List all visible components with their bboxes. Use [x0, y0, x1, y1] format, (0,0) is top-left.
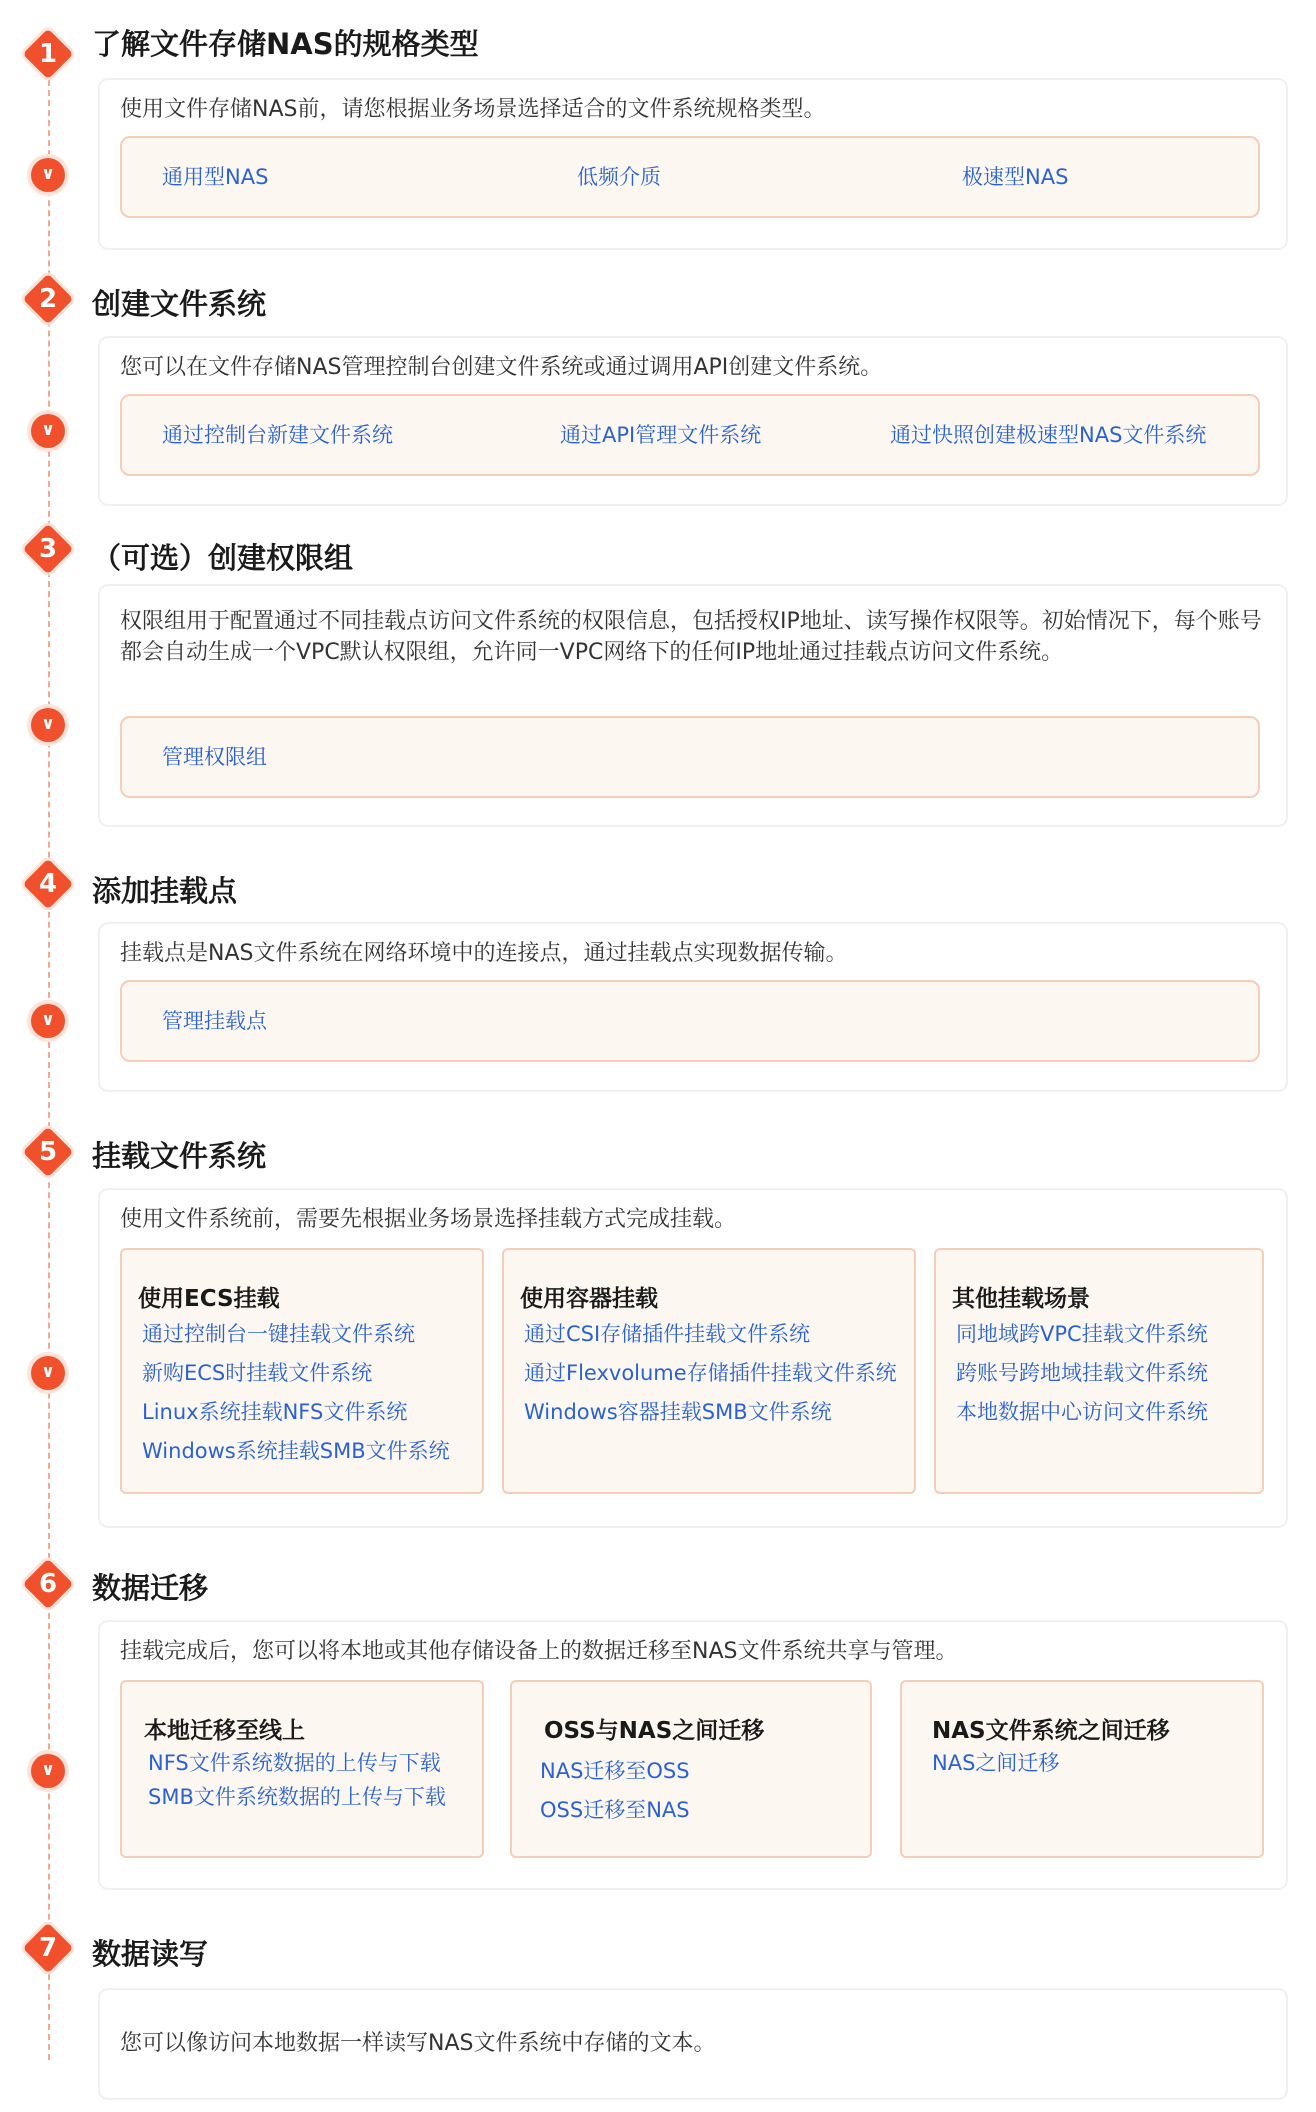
step-5-card: [98, 1188, 1288, 1528]
step-1-chevron-down-icon[interactable]: ∨: [31, 158, 65, 192]
step-2-card: [98, 336, 1288, 506]
link-cross-account-mount[interactable]: 跨账号跨地域挂载文件系统: [956, 1361, 1208, 1385]
step-6-chevron-down-icon[interactable]: ∨: [31, 1754, 65, 1788]
step-2-marker-icon: [26, 277, 70, 321]
mount-group-container-title: 使用容器挂载: [520, 1286, 658, 1312]
step-3-link-box: [120, 716, 1260, 798]
link-cross-vpc-mount[interactable]: 同地域跨VPC挂载文件系统: [956, 1322, 1208, 1346]
step-5-title: 挂载文件系统: [92, 1139, 267, 1173]
step-3-card: [98, 584, 1288, 827]
link-create-via-console[interactable]: 通过控制台新建文件系统: [162, 423, 393, 447]
mount-group-other: [934, 1248, 1264, 1494]
link-one-click-mount[interactable]: 通过控制台一键挂载文件系统: [142, 1322, 415, 1346]
link-extreme-nas[interactable]: 极速型NAS: [962, 165, 1069, 189]
step-3-marker-icon: [26, 527, 70, 571]
link-oss-to-nas[interactable]: OSS迁移至NAS: [540, 1798, 690, 1822]
mount-group-other-title: 其他挂载场景: [952, 1286, 1090, 1312]
step-3-description: 权限组用于配置通过不同挂载点访问文件系统的权限信息，包括授权IP地址、读写操作权限等。初始情况下，每个账号都会自动生成一个VPC默认权限组，允许同一VPC网络下的任何IP地址通过挂载点访问文件系统。: [120, 609, 1262, 665]
link-windows-smb-mount[interactable]: Windows系统挂载SMB文件系统: [142, 1439, 450, 1463]
link-smb-upload-download[interactable]: SMB文件系统数据的上传与下载: [148, 1785, 446, 1809]
link-idc-access[interactable]: 本地数据中心访问文件系统: [956, 1400, 1208, 1424]
link-nas-to-nas[interactable]: NAS之间迁移: [932, 1751, 1060, 1775]
mount-group-container: [502, 1248, 916, 1494]
step-3-chevron-down-icon[interactable]: ∨: [31, 708, 65, 742]
step-6-description: 挂载完成后，您可以将本地或其他存储设备上的数据迁移至NAS文件系统共享与管理。: [120, 1639, 958, 1664]
migration-group-local-title: 本地迁移至线上: [144, 1718, 305, 1744]
migration-group-local: [120, 1680, 484, 1858]
step-4-link-box: [120, 980, 1260, 1062]
step-4-chevron-down-icon[interactable]: ∨: [31, 1004, 65, 1038]
migration-group-nas-title: NAS文件系统之间迁移: [932, 1718, 1170, 1744]
link-create-from-snapshot[interactable]: 通过快照创建极速型NAS文件系统: [890, 423, 1207, 447]
step-4-description: 挂载点是NAS文件系统在网络环境中的连接点，通过挂载点实现数据传输。: [120, 941, 848, 966]
step-2-description: 您可以在文件存储NAS管理控制台创建文件系统或通过调用API创建文件系统。: [120, 355, 883, 380]
step-4-card: [98, 922, 1288, 1092]
step-4-number: 4: [38, 869, 58, 899]
mount-group-ecs: [120, 1248, 484, 1494]
step-1-description: 使用文件存储NAS前，请您根据业务场景选择适合的文件系统规格类型。: [120, 97, 826, 122]
step-7-description: 您可以像访问本地数据一样读写NAS文件系统中存储的文本。: [120, 2031, 716, 2056]
link-low-frequency[interactable]: 低频介质: [577, 165, 661, 189]
step-4-title: 添加挂载点: [92, 874, 238, 908]
migration-group-oss: [510, 1680, 872, 1858]
step-1-number: 1: [38, 39, 58, 69]
step-5-chevron-down-icon[interactable]: ∨: [31, 1356, 65, 1390]
step-2-link-box: [120, 394, 1260, 476]
mount-group-ecs-title: 使用ECS挂载: [138, 1286, 280, 1312]
migration-group-oss-title: OSS与NAS之间迁移: [544, 1718, 765, 1744]
link-manage-mount-targets[interactable]: 管理挂载点: [162, 1009, 267, 1033]
step-3-title: （可选）创建权限组: [92, 541, 354, 575]
step-4-marker-icon: [26, 862, 70, 906]
link-manage-permission-groups[interactable]: 管理权限组: [162, 745, 267, 769]
step-6-card: [98, 1620, 1288, 1890]
step-2-chevron-down-icon[interactable]: ∨: [31, 414, 65, 448]
link-manage-via-api[interactable]: 通过API管理文件系统: [560, 423, 762, 447]
step-7-card: [98, 1988, 1288, 2100]
step-2-title: 创建文件系统: [92, 287, 267, 321]
step-5-marker-icon: [26, 1130, 70, 1174]
link-flexvolume-mount[interactable]: 通过Flexvolume存储插件挂载文件系统: [524, 1361, 897, 1385]
step-2-number: 2: [38, 284, 58, 314]
link-nas-to-oss[interactable]: NAS迁移至OSS: [540, 1759, 690, 1783]
step-6-marker-icon: [26, 1562, 70, 1606]
migration-group-nas: [900, 1680, 1264, 1858]
link-windows-container-smb[interactable]: Windows容器挂载SMB文件系统: [524, 1400, 832, 1424]
step-3-number: 3: [38, 534, 58, 564]
step-5-description: 使用文件系统前，需要先根据业务场景选择挂载方式完成挂载。: [120, 1207, 737, 1232]
step-7-number: 7: [38, 1933, 58, 1963]
link-mount-on-new-ecs[interactable]: 新购ECS时挂载文件系统: [142, 1361, 373, 1385]
step-1-card: [98, 78, 1288, 250]
link-linux-nfs-mount[interactable]: Linux系统挂载NFS文件系统: [142, 1400, 408, 1424]
step-5-number: 5: [38, 1137, 58, 1167]
step-7-title: 数据读写: [92, 1937, 209, 1971]
step-6-title: 数据迁移: [92, 1571, 209, 1605]
step-1-marker-icon: [26, 32, 70, 76]
step-1-link-box: [120, 136, 1260, 218]
step-6-number: 6: [38, 1569, 58, 1599]
link-general-nas[interactable]: 通用型NAS: [162, 165, 269, 189]
step-1-title: 了解文件存储NAS的规格类型: [92, 27, 479, 61]
link-csi-mount[interactable]: 通过CSI存储插件挂载文件系统: [524, 1322, 811, 1346]
link-nfs-upload-download[interactable]: NFS文件系统数据的上传与下载: [148, 1751, 441, 1775]
step-7-marker-icon: [26, 1926, 70, 1970]
